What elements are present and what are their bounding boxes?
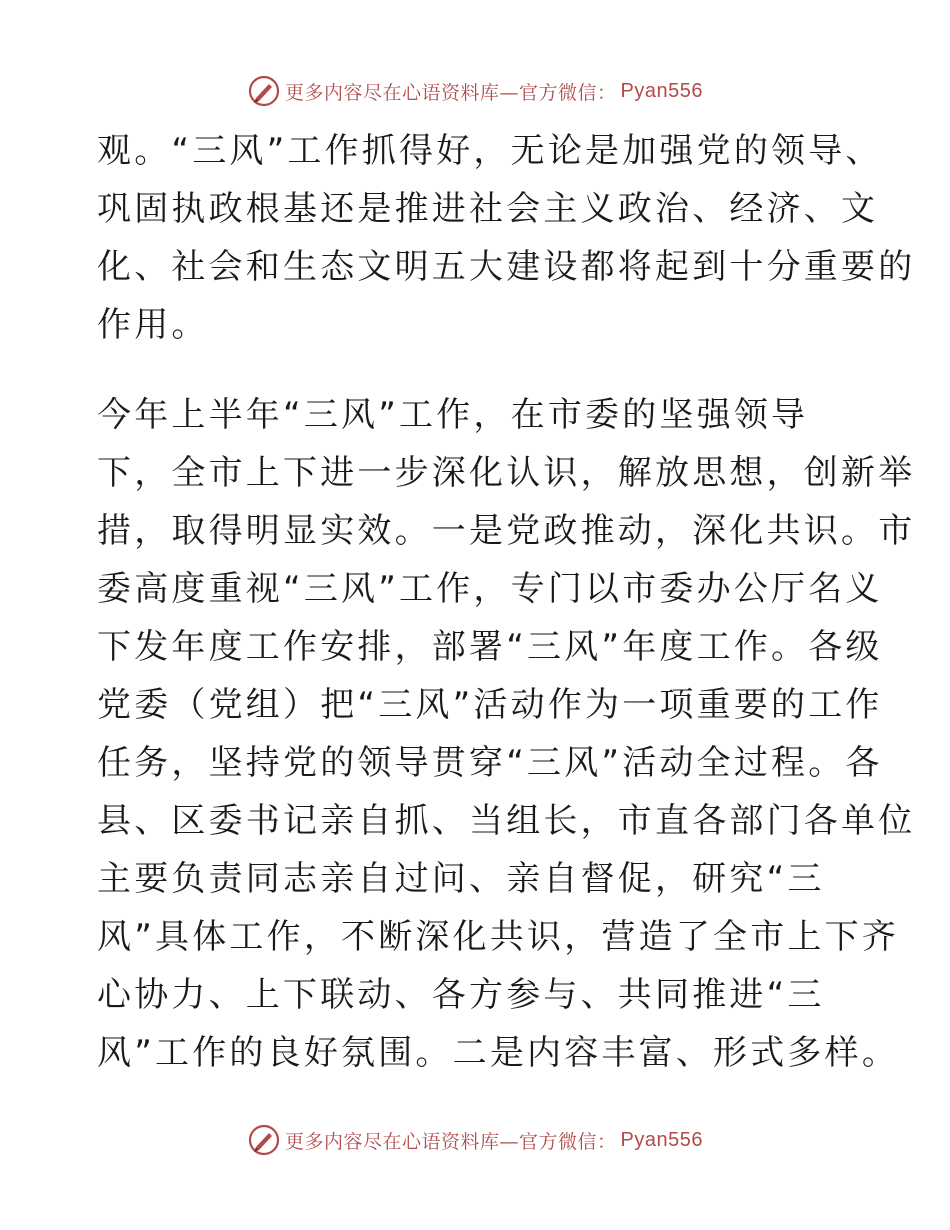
text-line: 风”工作的良好氛围。二是内容丰富、形式多样。	[97, 1033, 900, 1073]
text-line: 下发年度工作安排，部署“三风”年度工作。各级	[97, 627, 883, 667]
text-line: 下，全市上下进一步深化认识，解放思想，创新举	[97, 453, 916, 493]
text-line: 巩固执政根基还是推进社会主义政治、经济、文	[97, 189, 879, 229]
text-line: 今年上半年“三风”工作，在市委的坚强领导	[97, 395, 809, 435]
text-line: 主要负责同志亲自过问、亲自督促，研究“三	[97, 859, 825, 899]
text-line: 观。“三风”工作抓得好，无论是加强党的领导、	[97, 131, 883, 171]
document-body	[97, 122, 916, 1082]
text-line: 措，取得明显实效。一是党政推动，深化共识。市	[97, 511, 916, 551]
text-line: 风”具体工作，不断深化共识，营造了全市上下齐	[97, 917, 900, 957]
watermark-text: 更多内容尽在心语资料库—官方微信：	[285, 1130, 617, 1153]
header-watermark	[0, 74, 950, 108]
watermark-text: 更多内容尽在心语资料库—官方微信：	[285, 81, 617, 104]
footer-watermark	[0, 1123, 950, 1157]
watermark-handle: Pyan556	[620, 1128, 703, 1151]
text-line: 作用。	[97, 305, 209, 345]
pen-logo-icon	[247, 1123, 281, 1157]
paragraph-1	[97, 122, 916, 354]
text-line: 任务，坚持党的领导贯穿“三风”活动全过程。各	[97, 743, 883, 783]
text-line: 心协力、上下联动、各方参与、共同推进“三	[97, 975, 825, 1015]
text-line: 化、社会和生态文明五大建设都将起到十分重要的	[97, 247, 916, 287]
text-line: 县、区委书记亲自抓、当组长，市直各部门各单位	[97, 801, 916, 841]
text-line: 党委（党组）把“三风”活动作为一项重要的工作	[97, 685, 883, 725]
watermark-handle: Pyan556	[620, 79, 703, 102]
text-line: 委高度重视“三风”工作，专门以市委办公厅名义	[97, 569, 883, 609]
pen-logo-icon	[247, 74, 281, 108]
paragraph-2	[97, 386, 916, 1082]
